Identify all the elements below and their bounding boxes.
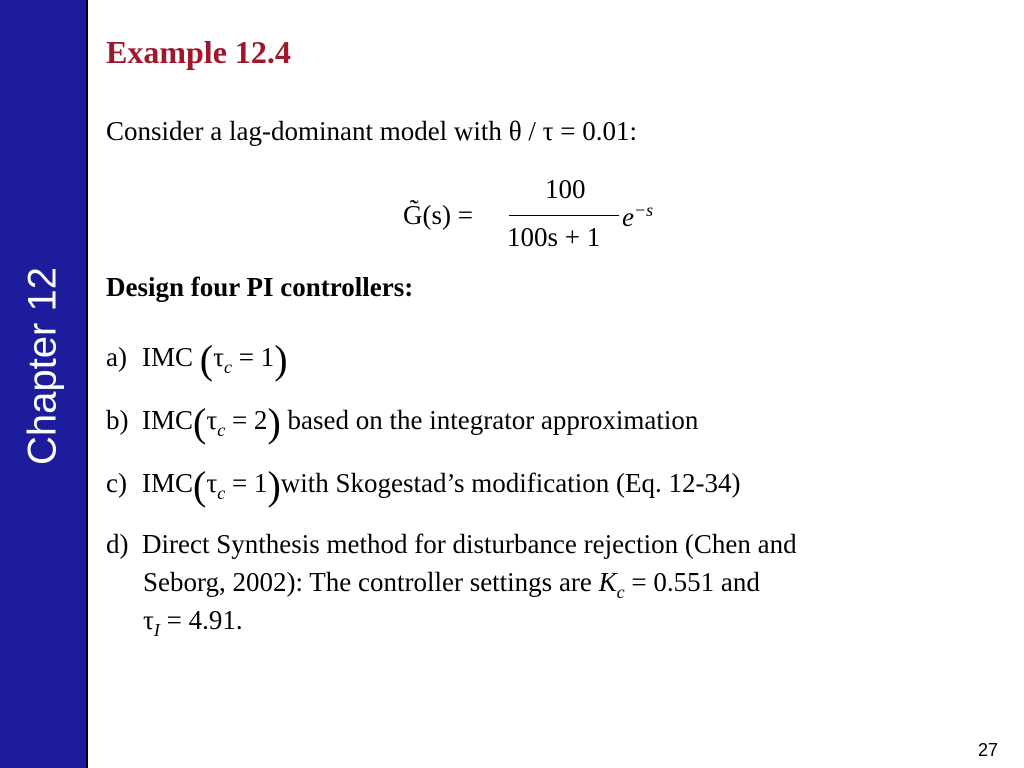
item-tag: d) [106, 529, 129, 559]
item-line2-prefix: Seborg, 2002): The controller settings are [143, 567, 592, 597]
item-label: IMC [142, 468, 194, 498]
tau-value: = 1 [238, 342, 275, 372]
tau-value: = 2 [231, 405, 268, 435]
kc-symbol: K [598, 567, 617, 597]
formula-denominator: 100s + 1 [507, 222, 601, 252]
exp-base: e [622, 202, 634, 232]
item-line1: Direct Synthesis method for disturbance rejection (Chen and [142, 529, 797, 559]
exp-power: −s [633, 200, 654, 220]
taui-symbol: τ [143, 605, 154, 635]
intro-text: Consider a lag-dominant model with [106, 116, 502, 146]
design-subtitle: Design four PI controllers: [106, 272, 414, 302]
page-number: 27 [978, 740, 999, 760]
tau-symbol: τ [213, 342, 224, 372]
tau-symbol: τ [206, 405, 218, 435]
formula-exponential [622, 200, 653, 233]
intro-line [106, 116, 637, 147]
item-label: IMC [142, 405, 194, 435]
list-item-d-line1 [106, 529, 797, 560]
taui-value: = 4.91. [166, 605, 243, 635]
tau-sub: c [217, 420, 226, 440]
slide-title: Example 12.4 [106, 34, 291, 70]
item-label: IMC [142, 342, 194, 372]
list-item-d-line3 [143, 605, 243, 641]
chapter-label: Chapter 12 [20, 267, 65, 465]
intro-ratio: θ / τ = 0.01 [508, 116, 630, 146]
formula-lhs: G̃(s) = [403, 200, 473, 230]
item-tag: b) [106, 405, 129, 435]
fraction-bar [509, 215, 619, 216]
item-rest: based on the integrator approximation [287, 405, 699, 435]
kc-sub: c [616, 582, 625, 602]
list-item-c: c) $IMC(\tau_c$ = 1)with Skogestad’s modification (Eq. 12-34) [106, 463, 741, 508]
tau-value: = 1 [231, 468, 268, 498]
formula-numerator: 100 [545, 174, 586, 204]
item-rest: with Skogestad’s modification (Eq. 12-34) [280, 468, 741, 498]
transfer-function-formula [403, 172, 683, 262]
taui-sub: I [153, 620, 160, 640]
kc-value: = 0.551 [631, 567, 715, 597]
item-line2-suffix: and [720, 567, 760, 597]
tau-symbol: τ [206, 468, 218, 498]
list-item-a: a) IMC $(\tau_c = 1)$ [106, 337, 288, 382]
list-item-d-line2 [143, 567, 760, 603]
item-tag: a) [106, 342, 127, 372]
intro-suffix: : [629, 116, 637, 146]
tau-sub: c [217, 483, 226, 503]
item-tag: c) [106, 468, 127, 498]
list-item-b: b) $IMC(\tau_c = 2)$ based on the integrator approximation [106, 400, 699, 445]
chapter-sidebar [0, 0, 88, 768]
tau-sub: c [223, 357, 232, 377]
